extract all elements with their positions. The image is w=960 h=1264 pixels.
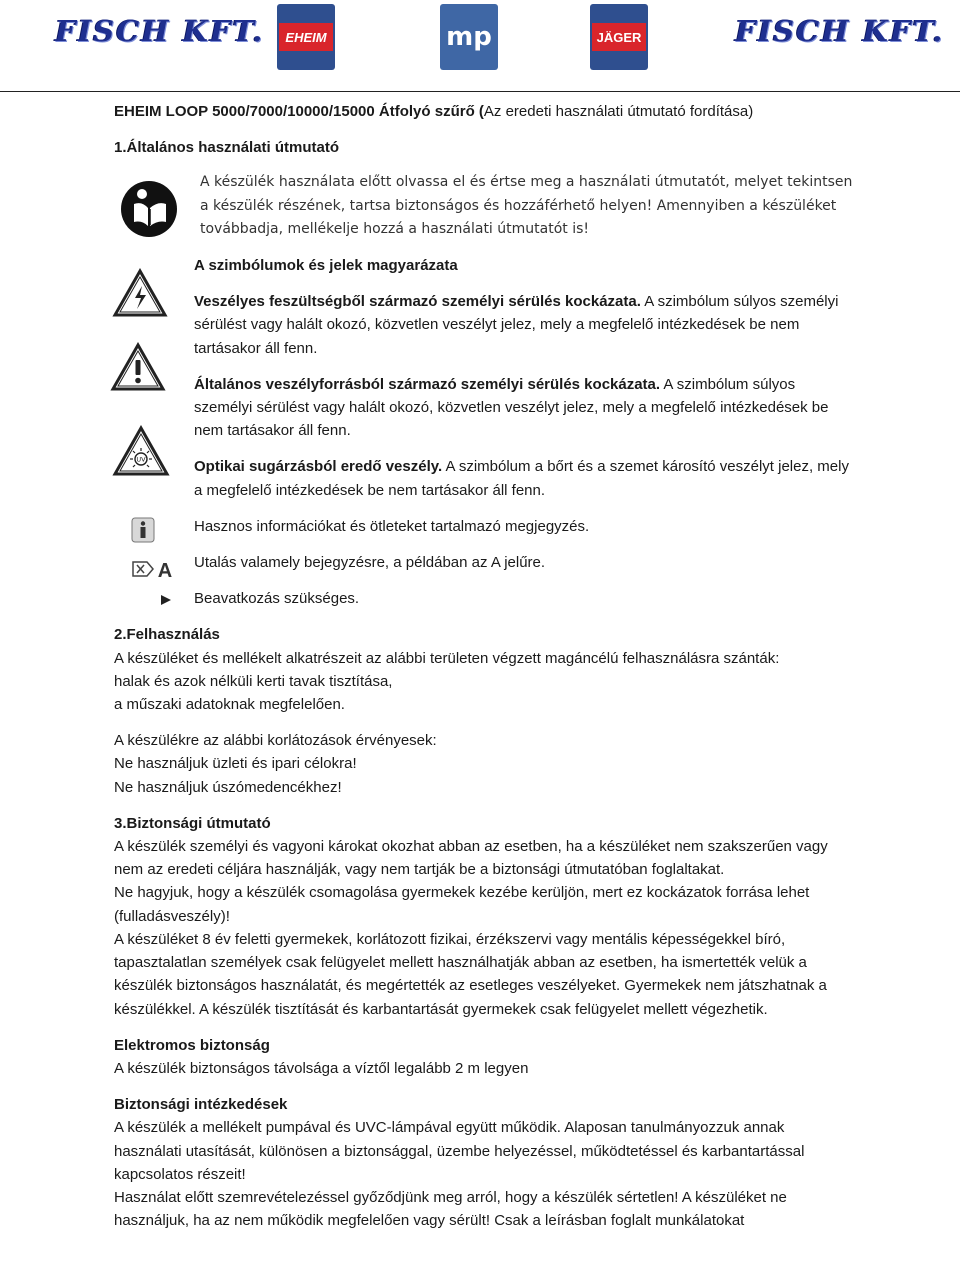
document-title-bold: EHEIM LOOP 5000/7000/10000/15000 Átfolyó szűrő ( [114, 103, 484, 120]
uv-label: UV [136, 455, 146, 464]
header-divider [0, 91, 960, 92]
section-1-text: A készülék használata előtt olvassa el és értse meg a használati útmutatót, melyet tekintsen a készülék részének, tartsa biztonságos és hozzáférhető helyen! Amennyiben a készüléket továbbadja, mellékelje hozzá a használati útmutatót is! [200, 174, 853, 237]
document-title [114, 100, 854, 123]
symbol-general-description [114, 373, 854, 443]
section-2-line-6: Ne használjuk úszómedencékhez! [114, 778, 342, 796]
page-header [0, 0, 960, 92]
spacer [114, 716, 854, 729]
jager-logo [590, 4, 648, 70]
mp-logo [440, 4, 498, 70]
symbol-info-description: Hasznos információkat és ötleteket tartalmazó megjegyzés. [194, 517, 590, 535]
fisch-logo-left: FISCH KFT. [55, 14, 265, 48]
symbol-optical-text: A szimbólum a bőrt és a szemet károsító veszélyt jelez, mely a megfelelő intézkedések be nem tartásakor áll fenn. [194, 458, 849, 499]
eheim-logo-text: EHEIM [279, 23, 333, 51]
section-3-paragraph-2: Ne hagyjuk, hogy a készülék csomagolása gyermekek kezébe kerüljön, mert ez kockázatok forrása lehet (fulladásveszély)! [114, 884, 810, 925]
section-2-line-1: A készüléket és mellékelt alkatrészeit az alábbi területen végzett magáncélú felhasználásra szánták: [114, 649, 780, 667]
section-2-line-3: a műszaki adatoknak megfelelően. [114, 696, 345, 714]
section-2-line-2: halak és azok nélküli kerti tavak tisztítása, [114, 672, 393, 690]
section-2-line-4: A készülékre az alábbi korlátozások érvényesek: [114, 732, 437, 750]
symbol-optical-title: Optikai sugárzásból eredő veszély. [194, 458, 443, 476]
section-3-paragraph-1: A készülék személyi és vagyoni károkat okozhat abban az esetben, ha a készüléket nem szakszerűen vagy nem az eredeti céljára használják, vagy nem tartják be a biztonsági útmutatóban foglaltakat. [114, 838, 828, 879]
electrical-safety-heading: Elektromos biztonság [114, 1036, 270, 1054]
symbol-general-title: Általános veszélyforrásból származó személyi sérülés kockázata. [194, 375, 661, 393]
symbol-optical-description [114, 455, 854, 501]
reference-letter: A [157, 560, 173, 581]
symbols-heading: A szimbólumok és jelek magyarázata [194, 257, 458, 275]
fisch-logo-right: FISCH KFT. [735, 14, 945, 48]
electrical-safety-text: A készülék biztonságos távolsága a víztől legalább 2 m legyen [114, 1059, 529, 1077]
safety-measures-heading: Biztonsági intézkedések [114, 1096, 288, 1114]
spacer [114, 1021, 854, 1034]
document-title-rest: Az eredeti használati útmutató fordítása) [483, 103, 754, 120]
safety-measures-paragraph-1: A készülék a mellékelt pumpával és UVC-lámpával együtt működik. Alaposan tanulmányozzuk annak használati utasítását, különösen a biztonsággal, üzembe helyezéssel, működtetéssel és karbantartással kapcsolatos részeit! [114, 1119, 805, 1183]
section-2-line-5: Ne használjuk üzleti és ipari célokra! [114, 755, 357, 773]
mp-logo-text: mp [446, 22, 492, 52]
eheim-logo [277, 4, 335, 70]
symbol-electric-description [114, 290, 854, 360]
symbol-reference-description: Utalás valamely bejegyzésre, a példában az A jelűre. [194, 554, 546, 572]
section-3-paragraph-3: A készüléket 8 év feletti gyermekek, korlátozott fizikai, érzékszervi vagy mentális képességekkel bíró, tapasztalatlan személyek csak felügyelet mellett használhatják abban az esetben, ha ismertették velük a készülék biztonságos használatát, és megértették az esetleges veszélyeket. Gyermekek nem játszhatnak a készülékkel. A készülék tisztítását és karbantartását gyermekek csak felügyelet mellett végezhetik. [114, 930, 827, 1018]
jager-logo-text: JÄGER [592, 23, 646, 51]
symbol-general-text: A szimbólum súlyos személyi sérülést vagy halált okozó, közvetlen veszélyt jelez, mely a megfelelő intézkedések be nem tartásakor áll fenn. [194, 375, 829, 440]
symbol-electric-title: Veszélyes feszültségből származó személyi sérülés kockázata. [194, 293, 641, 311]
symbol-action-description: Beavatkozás szükséges. [194, 590, 360, 608]
section-1-heading: 1.Általános használati útmutató [114, 139, 340, 157]
section-2-heading: 2.Felhasználás [114, 626, 220, 644]
spacer [114, 799, 854, 812]
document-body [114, 100, 854, 1232]
symbol-electric-text: A szimbólum súlyos személyi sérülést vagy halált okozó, közvetlen veszélyt jelez, mely a megfelelő intézkedések be nem tartásakor áll fenn. [194, 293, 839, 357]
section-3-heading: 3.Biztonsági útmutató [114, 814, 271, 832]
spacer [114, 1080, 854, 1093]
safety-measures-paragraph-2: Használat előtt szemrevételezéssel győződjünk meg arról, hogy a készülék sértetlen! A készüléket ne használjuk, ha az nem működik megfelelően vagy sérült! Csak a leírásban foglalt munkálatokat [114, 1188, 787, 1230]
